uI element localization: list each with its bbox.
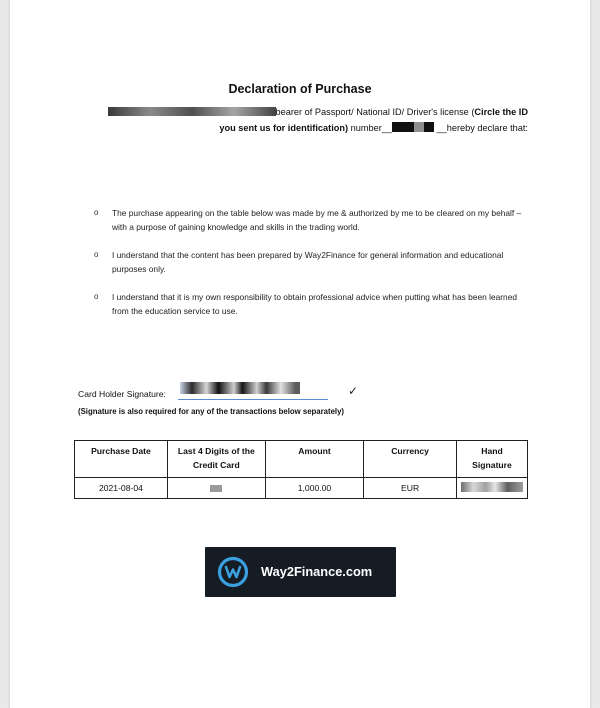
list-item [94, 248, 524, 276]
list-item [94, 290, 524, 318]
redacted-hand-signature [461, 482, 523, 492]
list-item [94, 206, 524, 234]
purchase-table [74, 440, 528, 499]
redacted-digits [210, 485, 222, 492]
intro-bold-2: you sent us for identification) [219, 123, 349, 133]
cell-amount: 1,000.00 [265, 478, 363, 499]
card-holder-signature-row [78, 382, 378, 402]
intro-paragraph: bearer of Passport/ National ID/ Driver's license (Circle the ID you sent us for identification) number__ __hereby declare that: [78, 104, 528, 136]
bullet-text: I understand that the content has been prepared by Way2Finance for general information and educational purposes only. [112, 250, 504, 274]
intro-number-label: number [348, 123, 382, 133]
table-row [75, 478, 528, 499]
redacted-signature [180, 382, 300, 394]
cell-hand-signature [457, 478, 528, 499]
cell-last-4-digits [167, 478, 265, 499]
signature-line[interactable] [178, 399, 328, 400]
bullet-text: The purchase appearing on the table below was made by me & authorized by me to be cleared on my behalf – with a purpose of gaining knowledge and skills in the trading world. [112, 208, 522, 232]
redacted-name [108, 107, 276, 116]
header-currency: Currency [364, 441, 457, 478]
check-mark-icon: ✓ [348, 384, 359, 398]
bullet-marker: o [94, 250, 99, 259]
intro-text-end: hereby declare that: [446, 123, 528, 133]
way2finance-logo-icon [217, 556, 251, 588]
signature-label: Card Holder Signature: [78, 389, 166, 399]
header-last-4-digits: Last 4 Digits of the Credit Card [167, 441, 265, 478]
redacted-id-2 [414, 122, 424, 132]
signature-note: (Signature is also required for any of the transactions below separately) [78, 407, 345, 416]
way2finance-logo [205, 547, 396, 597]
document-page [10, 0, 590, 708]
bullet-text: I understand that it is my own responsibility to obtain professional advice when putting what has been learned from the education service to use. [112, 292, 518, 316]
document-title: Declaration of Purchase [228, 82, 372, 96]
header-amount: Amount [265, 441, 363, 478]
header-hand-signature: Hand Signature [457, 441, 528, 478]
intro-bold-1: Circle the ID [474, 107, 528, 117]
header-purchase-date: Purchase Date [75, 441, 168, 478]
intro-text-1: bearer of Passport/ National ID/ Driver's license ( [275, 107, 475, 117]
declaration-list [94, 206, 524, 332]
table-header-row [75, 441, 528, 478]
cell-currency: EUR [364, 478, 457, 499]
redacted-id-1 [392, 122, 414, 132]
bullet-marker: o [94, 292, 99, 301]
redacted-id-3 [424, 122, 434, 132]
cell-purchase-date: 2021-08-04 [75, 478, 168, 499]
logo-text: Way2Finance.com [261, 564, 373, 579]
bullet-marker: o [94, 208, 99, 217]
